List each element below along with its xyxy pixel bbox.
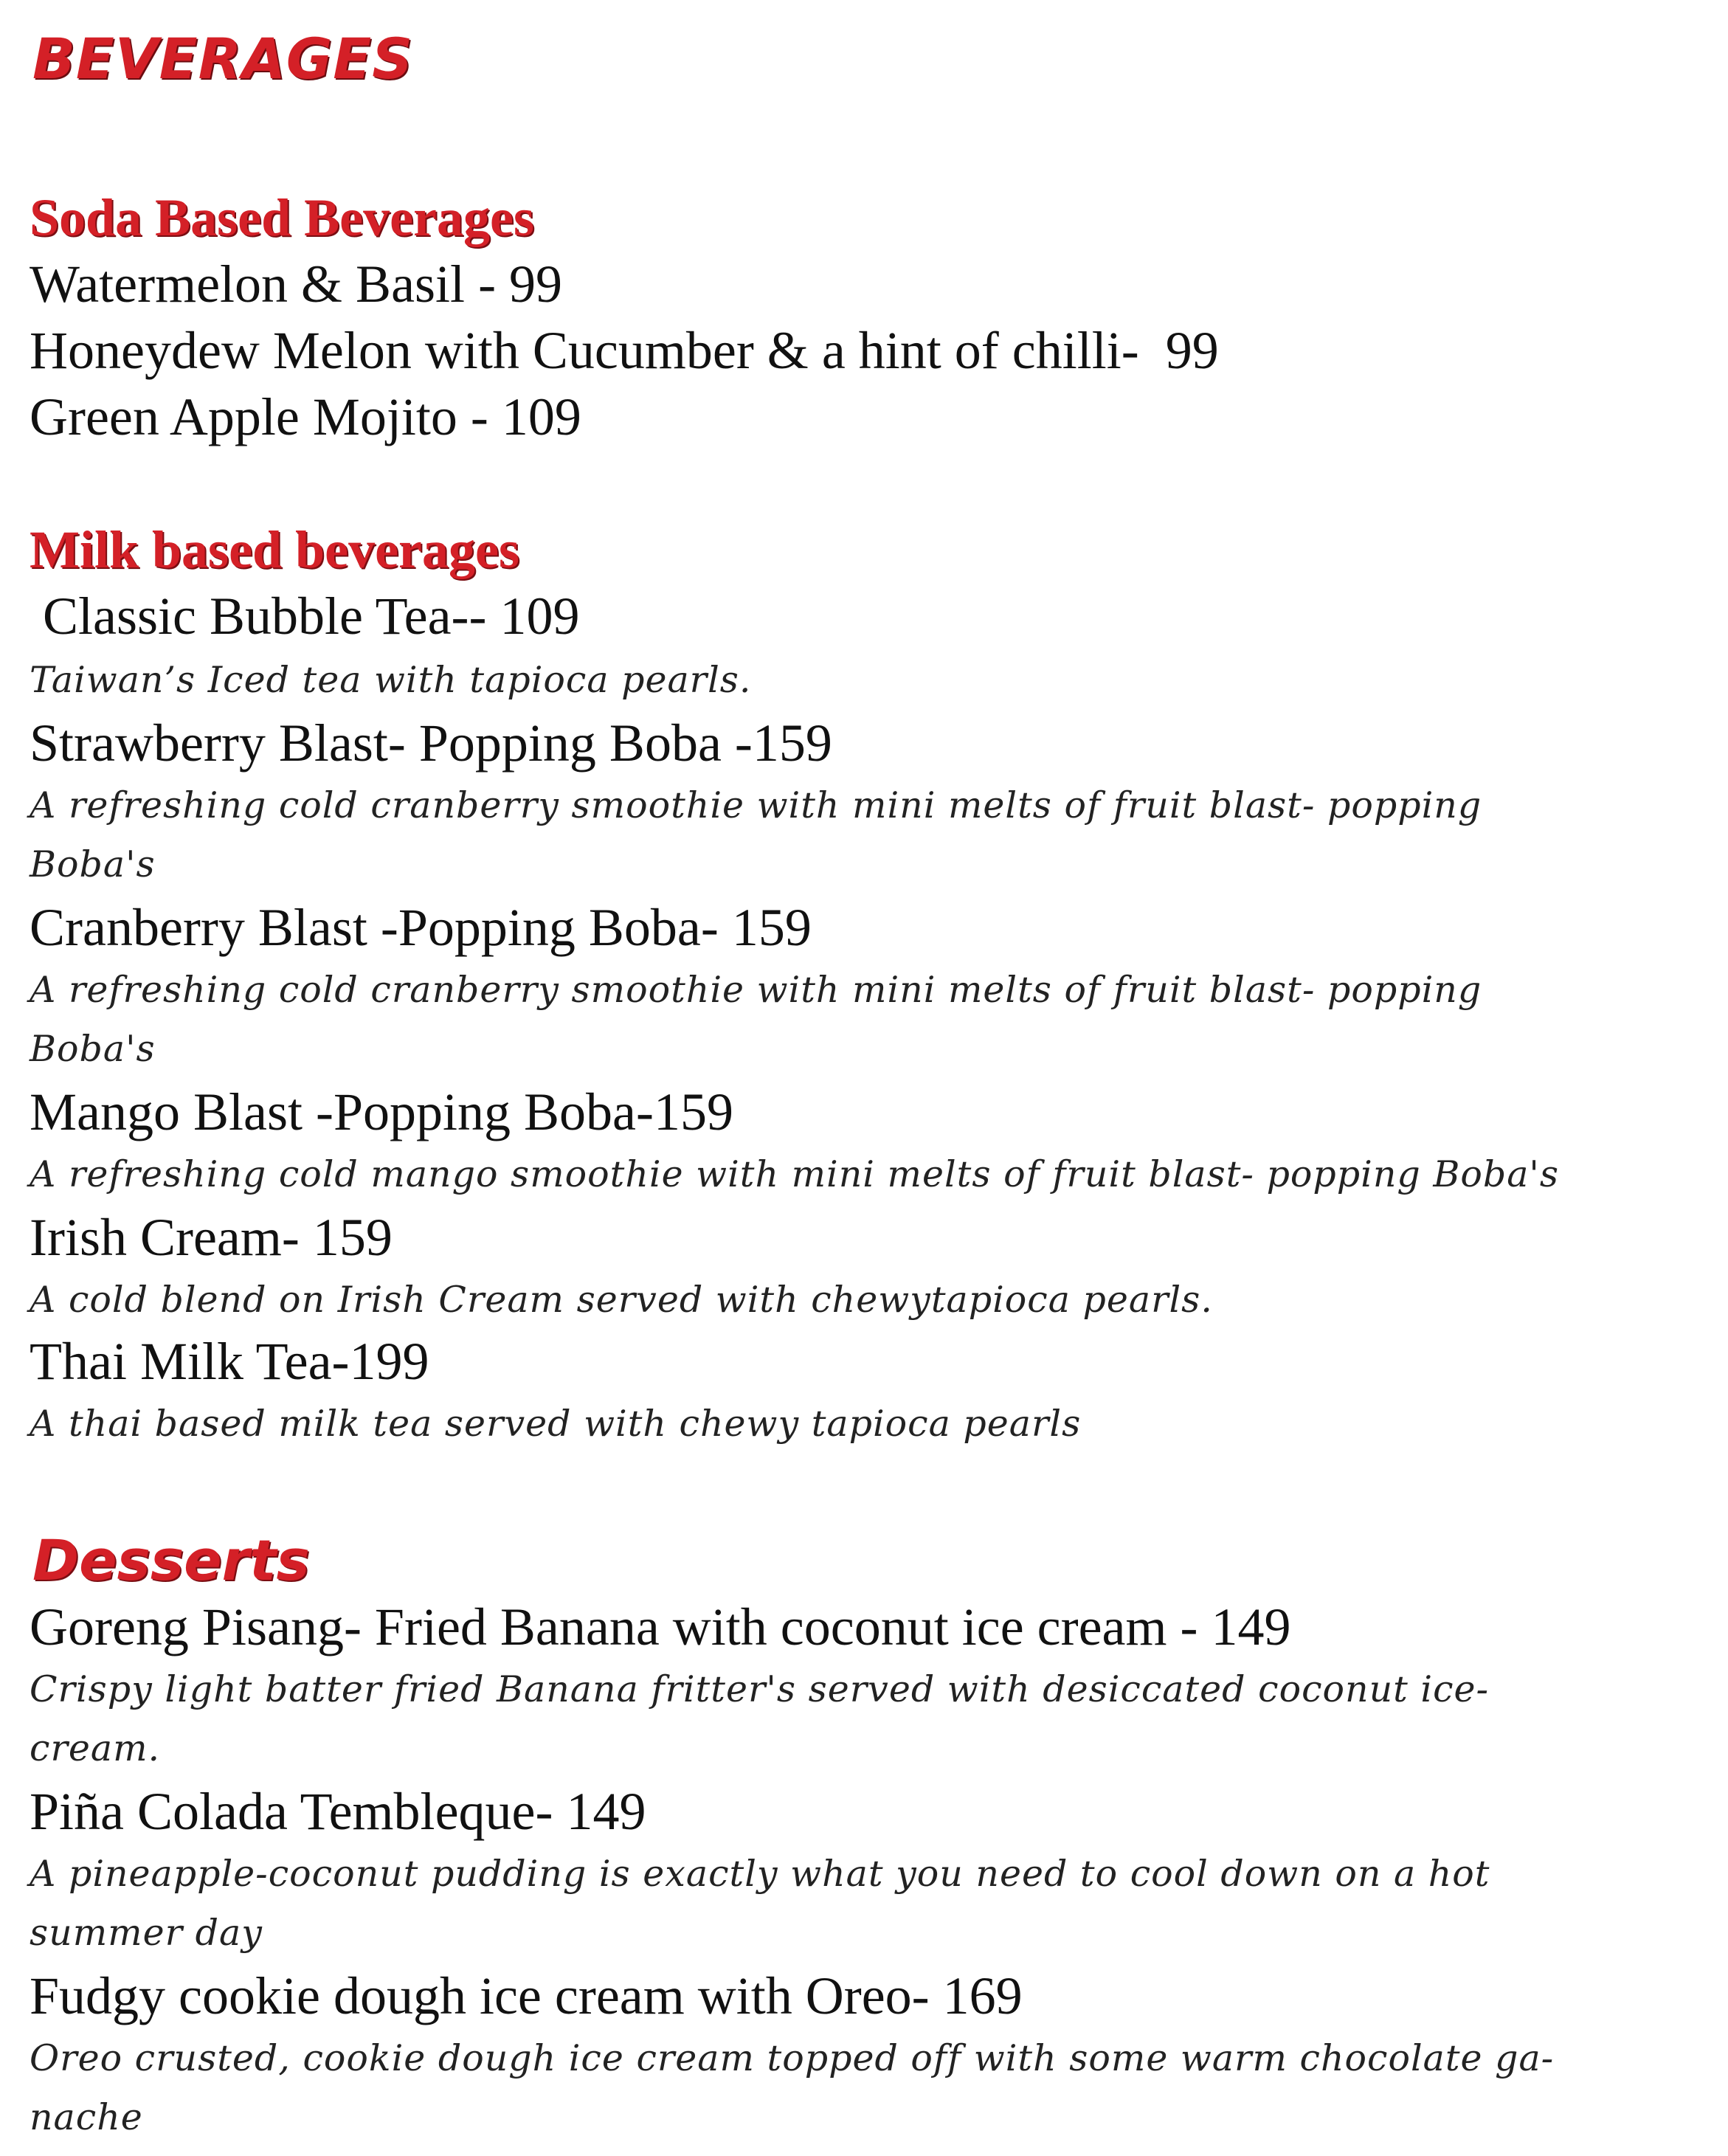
menu-item-name: Honeydew Melon with Cucumber & a hint of chilli- 99: [30, 321, 1219, 380]
menu-item-description: A refreshing cold cranberry smoothie with mini melts of fruit blast- popping: [30, 969, 1482, 1011]
section-heading-milk: Milk based beverages: [30, 520, 519, 579]
menu-item-description: Oreo crusted, cookie dough ice cream topped off with some warm chocolate ga-: [30, 2037, 1555, 2079]
menu-item-name: Cranberry Blast -Popping Boba- 159: [30, 898, 812, 957]
menu-item-description: A cold blend on Irish Cream served with chewytapioca pearls.: [30, 1279, 1213, 1321]
menu-item-description: Taiwan’s Iced tea with tapioca pearls.: [30, 659, 752, 701]
menu-item-description: summer day: [30, 1912, 263, 1954]
menu-item-description: Boba's: [30, 843, 156, 885]
menu-item-description: A refreshing cold mango smoothie with mini melts of fruit blast- popping Boba's: [30, 1153, 1560, 1195]
section-heading-desserts: Desserts: [32, 1527, 310, 1593]
menu-item-name: Irish Cream- 159: [30, 1208, 393, 1267]
menu-item-name: Classic Bubble Tea-- 109: [30, 587, 580, 646]
menu-item-description: Crispy light batter fried Banana fritter's served with desiccated coconut ice-: [30, 1668, 1490, 1710]
menu-item-name: Fudgy cookie dough ice cream with Oreo- 169: [30, 1966, 1023, 2025]
menu-item-name: Piña Colada Tembleque- 149: [30, 1782, 646, 1841]
menu-item-description: nache: [30, 2096, 143, 2138]
page-title: BEVERAGES: [32, 26, 413, 91]
menu-item-name: Thai Milk Tea-199: [30, 1332, 429, 1391]
menu-item-description: A thai based milk tea served with chewy tapioca pearls: [30, 1403, 1082, 1445]
menu-item-description: A refreshing cold cranberry smoothie with mini melts of fruit blast- popping: [30, 784, 1482, 826]
menu-item-name: Goreng Pisang- Fried Banana with coconut ice cream - 149: [30, 1597, 1291, 1656]
menu-item-description: A pineapple-coconut pudding is exactly what you need to cool down on a hot: [30, 1853, 1490, 1895]
menu-item-name: Mango Blast -Popping Boba-159: [30, 1082, 733, 1141]
menu-item-description: Boba's: [30, 1028, 156, 1070]
menu-item-description: cream.: [30, 1727, 161, 1769]
menu-item-name: Strawberry Blast- Popping Boba -159: [30, 714, 832, 773]
menu-item-name: Watermelon & Basil - 99: [30, 255, 563, 314]
section-heading-soda: Soda Based Beverages: [30, 188, 534, 247]
menu-item-name: Green Apple Mojito - 109: [30, 387, 581, 446]
